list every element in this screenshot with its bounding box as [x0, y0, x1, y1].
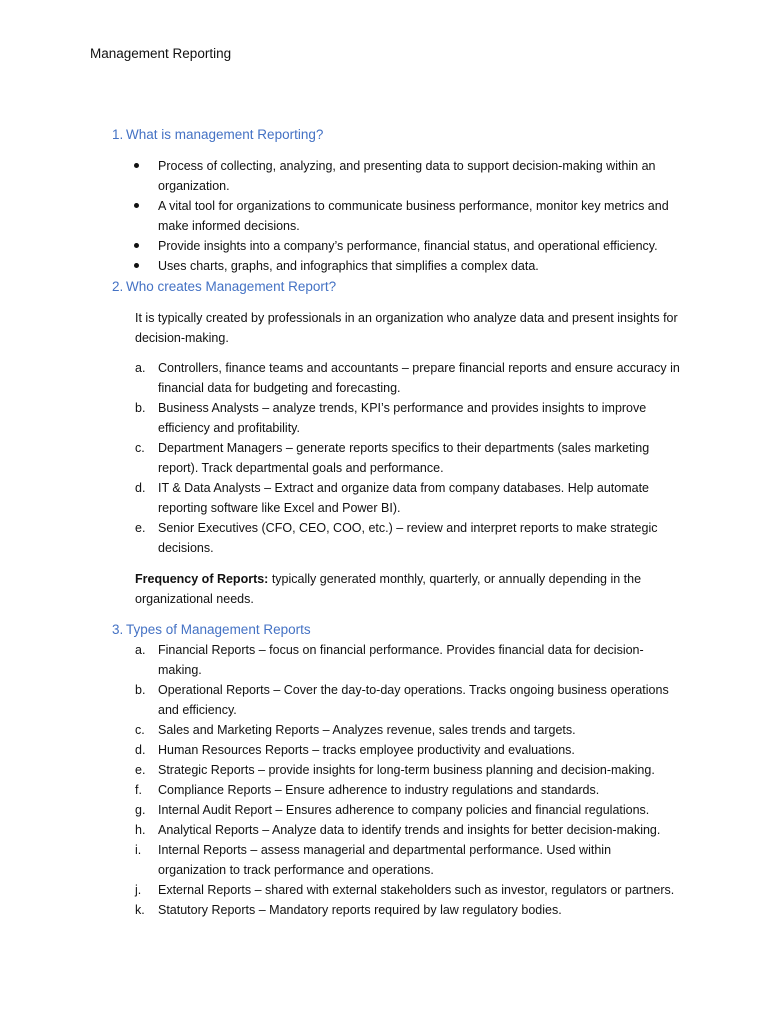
section-number: 1. [112, 127, 124, 142]
bullet-icon [134, 263, 139, 268]
list-marker: d. [135, 743, 146, 757]
bullet-list [112, 156, 702, 276]
section-heading-text: Types of Management Reports [126, 622, 311, 637]
list-item-text: Operational Reports – Cover the day-to-day operations. Tracks ongoing business operations and efficiency. [158, 683, 669, 717]
list-item-text: Financial Reports – focus on financial performance. Provides financial data for decision-making. [158, 643, 644, 677]
list-item-text: Internal Reports – assess managerial and departmental performance. Used within organization to track performance and operations. [158, 843, 612, 877]
section-heading [112, 125, 702, 145]
list-item-text: Business Analysts – analyze trends, KPI’s performance and provides insights to improve efficiency and profitability. [158, 401, 647, 435]
list-marker: a. [135, 643, 146, 657]
section-number: 2. [112, 279, 124, 294]
list-item-text: Compliance Reports – Ensure adherence to industry regulations and standards. [158, 783, 600, 797]
list-marker: g. [135, 803, 146, 817]
list-item [112, 236, 680, 256]
list-item [112, 478, 680, 518]
list-item [112, 680, 680, 720]
list-item [112, 156, 680, 196]
list-item [112, 900, 680, 920]
list-item [112, 256, 680, 276]
list-item [112, 840, 680, 880]
section-heading-text: What is management Reporting? [126, 127, 324, 142]
list-marker: c. [135, 441, 145, 455]
bullet-icon [134, 203, 139, 208]
list-item [112, 398, 680, 438]
bullet-icon [134, 163, 139, 168]
document-title: Management Reporting [90, 46, 232, 61]
list-marker: d. [135, 481, 146, 495]
list-item-text: Internal Audit Report – Ensures adherence to company policies and financial regulations. [158, 803, 650, 817]
list-marker: e. [135, 763, 146, 777]
list-marker: h. [135, 823, 146, 837]
lettered-list [112, 358, 702, 558]
list-marker: a. [135, 361, 146, 375]
list-marker: j. [135, 883, 142, 897]
frequency-label: Frequency of Reports: [135, 572, 269, 586]
list-item [112, 358, 680, 398]
section-types [112, 620, 702, 920]
list-item [112, 780, 680, 800]
list-item-text: Statutory Reports – Mandatory reports required by law regulatory bodies. [158, 903, 562, 917]
section-heading [112, 620, 702, 640]
section-number: 3. [112, 622, 124, 637]
section-heading-text: Who creates Management Report? [126, 279, 337, 294]
list-marker: i. [135, 843, 142, 857]
list-marker: c. [135, 723, 145, 737]
list-item-text: Department Managers – generate reports specifics to their departments (sales marketing report). Track departmental goals and performance. [158, 441, 650, 475]
list-item [112, 820, 680, 840]
list-marker: e. [135, 521, 146, 535]
list-item [112, 720, 680, 740]
list-item-text: Provide insights into a company’s performance, financial status, and operational efficiency. [158, 239, 658, 253]
list-item-text: Strategic Reports – provide insights for long-term business planning and decision-making. [158, 763, 655, 777]
section-heading [112, 277, 702, 297]
list-marker: f. [135, 783, 142, 797]
list-item-text: Senior Executives (CFO, CEO, COO, etc.) – review and interpret reports to make strategic decisions. [158, 521, 658, 555]
list-item-text: Human Resources Reports – tracks employee productivity and evaluations. [158, 743, 575, 757]
list-item [112, 640, 680, 680]
intro-paragraph: It is typically created by professionals in an organization who analyze data and present insights for decision-making. [135, 311, 678, 345]
list-item [112, 760, 680, 780]
list-item-text: IT & Data Analysts – Extract and organize data from company databases. Help automate reporting software like Excel and Power BI). [158, 481, 650, 515]
list-item-text: Analytical Reports – Analyze data to identify trends and insights for better decision-making. [158, 823, 661, 837]
list-item [112, 740, 680, 760]
list-item [112, 800, 680, 820]
frequency-paragraph [112, 569, 680, 609]
list-item-text: Controllers, finance teams and accountants – prepare financial reports and ensure accuracy in financial data for budgeting and forecasting. [158, 361, 680, 395]
list-marker: b. [135, 683, 146, 697]
bullet-icon [134, 243, 139, 248]
list-marker: b. [135, 401, 146, 415]
frequency-text: typically generated monthly, quarterly, or annually depending in the organizational needs. [135, 572, 642, 606]
list-item-text: A vital tool for organizations to communicate business performance, monitor key metrics and make informed decisions. [158, 199, 669, 233]
list-item-text: Sales and Marketing Reports – Analyzes revenue, sales trends and targets. [158, 723, 576, 737]
list-item-text: External Reports – shared with external stakeholders such as investor, regulators or partners. [158, 883, 675, 897]
list-item [112, 196, 680, 236]
list-item-text: Process of collecting, analyzing, and presenting data to support decision-making within an organization. [158, 159, 656, 193]
section-who-creates [112, 277, 702, 609]
section-what-is [112, 125, 702, 276]
list-item [112, 880, 680, 900]
list-item [112, 518, 680, 558]
lettered-list [112, 640, 702, 920]
list-marker: k. [135, 903, 145, 917]
list-item [112, 438, 680, 478]
list-item-text: Uses charts, graphs, and infographics that simplifies a complex data. [158, 259, 539, 273]
